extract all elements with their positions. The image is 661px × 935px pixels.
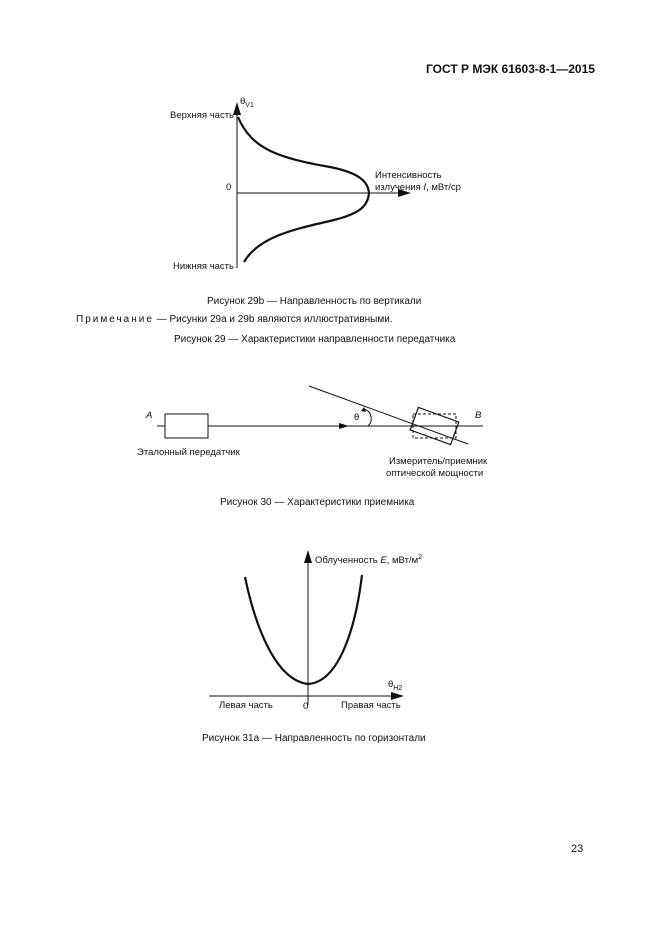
intensity-label-line2: излучения I, мВт/ср (375, 182, 461, 193)
figure-30-caption: Рисунок 30 — Характеристики приемника (220, 497, 415, 508)
note-prefix: Примечание (76, 314, 154, 325)
vertical-axis-arrow (304, 550, 312, 563)
upper-part-label: Верхняя часть (170, 110, 235, 121)
theta-v1-label: $\theta_{V1}$ (240, 96, 254, 109)
intensity-label-line1: Интенсивность (375, 170, 442, 181)
meter-label-line2: оптической мощности (386, 468, 484, 479)
meter-label-line1: Измеритель/приемник (389, 456, 488, 467)
point-b-label: B (475, 410, 482, 421)
right-part-label: Правая часть (341, 700, 401, 711)
document-standard-number: ГОСТ Р МЭК 61603-8-1—2015 (426, 62, 595, 76)
lower-part-label: Нижняя часть (173, 261, 234, 272)
irradiance-label: Облученность E, мВт/$м^2$ (315, 554, 423, 567)
theta-label: θ (354, 412, 360, 423)
figure-29b-caption: Рисунок 29b — Направленность по вертикали (207, 296, 422, 307)
point-a-label: A (146, 410, 153, 421)
zero-label: 0 (303, 701, 309, 712)
page-number: 23 (571, 843, 584, 855)
zero-label: 0 (226, 182, 232, 193)
theta-h2-label: $\theta_{H2}$ (388, 679, 403, 692)
figure-29-caption: Рисунок 29 — Характеристики направленности передатчика (174, 334, 456, 345)
left-part-label: Левая часть (219, 700, 273, 711)
note-text: — Рисунки 29а и 29b являются иллюстративными. (153, 314, 393, 325)
reference-transmitter-label: Эталонный передатчик (137, 447, 240, 458)
figure-31a-caption: Рисунок 31а — Направленность по горизонтали (202, 733, 426, 744)
horizontal-directivity-curve (245, 575, 362, 684)
horizontal-axis-arrow (391, 692, 404, 700)
